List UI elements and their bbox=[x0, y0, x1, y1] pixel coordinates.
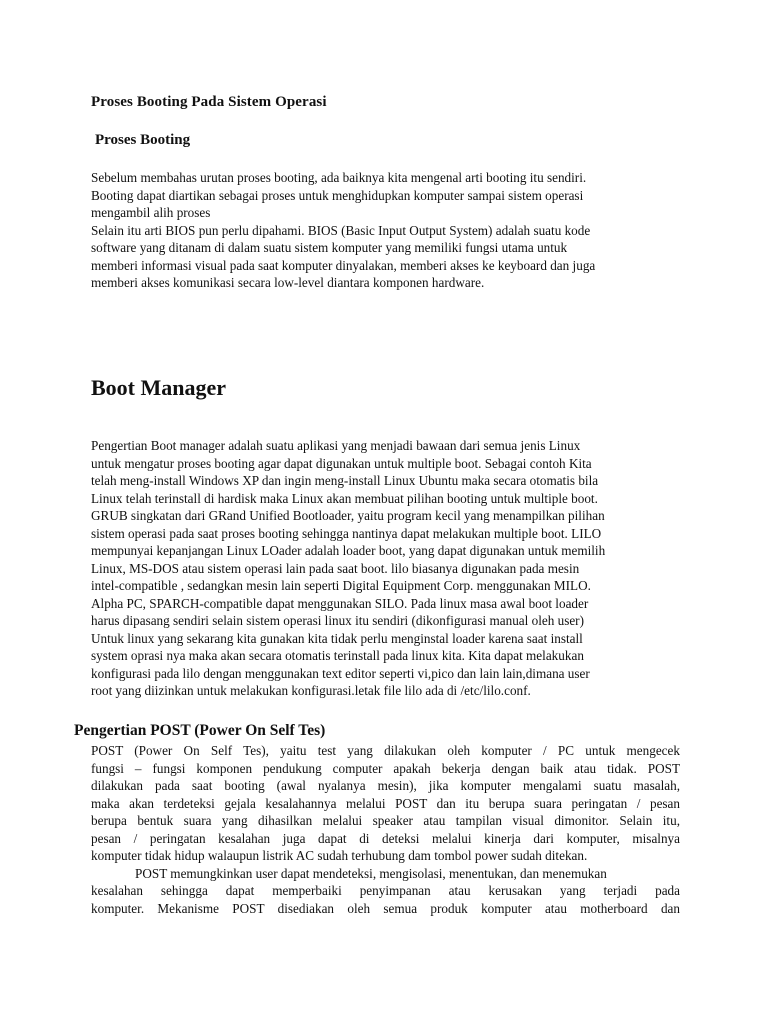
text-line: Sebelum membahas urutan proses booting, ada baiknya kita mengenal arti booting itu sendiri. bbox=[91, 170, 587, 185]
section-heading-proses-booting: Proses Booting bbox=[95, 132, 191, 148]
text-line: Booting dapat diartikan sebagai proses untuk menghidupkan komputer sampai sistem operasi bbox=[91, 187, 584, 203]
text-line: memberi informasi visual pada saat komputer dinyalakan, memberi akses ke keyboard dan juga bbox=[91, 257, 596, 273]
text-line: berupa bentuk suara yang dihasilkan melalui speaker atau tampilan visual dimonitor. Selain itu, bbox=[91, 813, 680, 828]
paragraph-pengertian-post bbox=[91, 742, 680, 917]
section-heading-pengertian-post: Pengertian POST (Power On Self Tes) bbox=[74, 722, 326, 739]
text-line: Alpha PC, SPARCH-compatible dapat menggunakan SILO. Pada linux masa awal boot loader bbox=[91, 595, 589, 611]
text-line: harus dipasang sendiri selain sistem operasi linux itu sendiri (dikonfigurasi manual oleh user) bbox=[91, 613, 584, 628]
text-line: konfigurasi pada lilo dengan menggunakan text editor seperti vi,pico dan lain lain,dimana user bbox=[91, 665, 590, 681]
text-line: Pengertian Boot manager adalah suatu aplikasi yang menjadi bawaan dari semua jenis Linux bbox=[91, 438, 581, 453]
text-line: Linux telah terinstall di hardisk maka Linux akan membuat pilihan booting untuk multiple boot. bbox=[91, 490, 598, 506]
text-line: komputer tidak hidup walaupun listrik AC sudah terhubung dam tombol power sudah ditekan. bbox=[91, 848, 588, 863]
text-line: GRUB singkatan dari GRand Unified Bootloader, yaitu program kecil yang menampilkan pilihan bbox=[91, 508, 605, 523]
text-line: fungsi – fungsi komponen pendukung computer apakah bekerja dengan baik atau tidak. POST bbox=[91, 760, 680, 776]
text-line: POST (Power On Self Tes), yaitu test yang dilakukan oleh komputer / PC untuk mengecek bbox=[91, 743, 680, 758]
text-line: mempunyai kepanjangan Linux LOader adalah loader boot, yang dapat digunakan untuk memilih bbox=[91, 543, 606, 558]
text-line: Linux, MS-DOS atau sistem operasi lain pada saat boot. lilo biasanya digunakan pada mesin bbox=[91, 560, 580, 576]
text-line: memberi akses komunikasi secara low-level diantara komponen hardware. bbox=[91, 275, 485, 290]
text-line: Selain itu arti BIOS pun perlu dipahami. BIOS (Basic Input Output System) adalah suatu kode bbox=[91, 222, 591, 238]
document-title: Proses Booting Pada Sistem Operasi bbox=[91, 94, 327, 110]
text-line: dilakukan pada saat booting (awal nyalanya mesin), jika komputer mengalami suatu masalah, bbox=[91, 778, 680, 793]
text-line: telah meng-install Windows XP dan ingin meng-install Linux Ubuntu maka secara otomatis bila bbox=[91, 473, 599, 488]
section-heading-boot-manager: Boot Manager bbox=[91, 375, 227, 400]
text-line: software yang ditanam di dalam suatu sistem komputer yang memiliki fungsi utama untuk bbox=[91, 240, 568, 255]
text-line: komputer. Mekanisme POST disediakan oleh semua produk komputer atau motherboard dan bbox=[91, 900, 680, 916]
text-line: kesalahan sehingga dapat memperbaiki penyimpanan atau kerusakan yang terjadi pada bbox=[91, 883, 680, 898]
text-line: sistem operasi pada saat proses booting sehingga nantinya dapat melakukan multiple boot. LILO bbox=[91, 525, 602, 541]
text-line: root yang diizinkan untuk melakukan konfigurasi.letak file lilo ada di /etc/lilo.conf. bbox=[91, 683, 531, 698]
text-line: pesan / peringatan kesalahan juga dapat di deteksi melalui kinerja dari komputer, misalnya bbox=[91, 830, 680, 846]
text-line: system oprasi nya maka akan secara otomatis terinstall pada linux kita. Kita dapat melakukan bbox=[91, 648, 584, 663]
text-line: untuk mengatur proses booting agar dapat digunakan untuk multiple boot. Sebagai contoh Kita bbox=[91, 455, 592, 471]
paragraph-boot-manager bbox=[91, 437, 691, 700]
text-line: POST memungkinkan user dapat mendeteksi, mengisolasi, menentukan, dan menemukan bbox=[135, 865, 607, 881]
text-line: intel-compatible , sedangkan mesin lain seperti Digital Equipment Corp. menggunakan MILO. bbox=[91, 578, 591, 593]
text-line: Untuk linux yang sekarang kita gunakan kita tidak perlu menginstal loader karena saat install bbox=[91, 630, 583, 646]
paragraph-proses-booting bbox=[91, 169, 691, 292]
text-line: maka akan terdeteksi gejala kesalahannya melalui POST dan itu berupa suara peringatan / pesan bbox=[91, 795, 680, 811]
text-line: mengambil alih proses bbox=[91, 205, 211, 220]
